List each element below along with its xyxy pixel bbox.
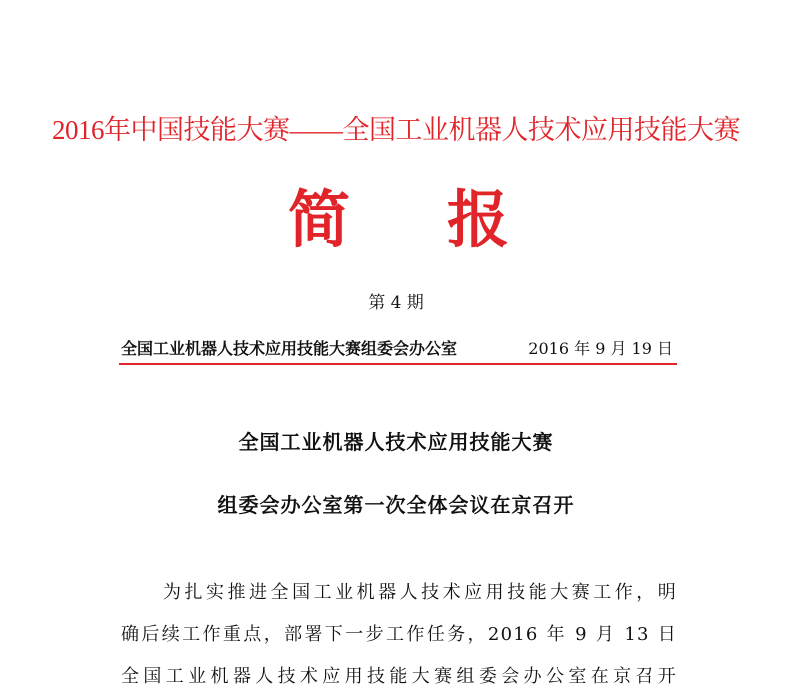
- body-line: 全国工业机器人技术应用技能大赛组委会办公室在京召开: [121, 666, 677, 687]
- article-title-line-1: 全国工业机器人技术应用技能大赛: [238, 430, 554, 454]
- body-line: 确后续工作重点，部署下一步工作任务，2016 年 9 月 13 日: [121, 624, 677, 645]
- article-title-line-2: 组委会办公室第一次全体会议在京召开: [217, 493, 575, 517]
- masthead-char-1: 简: [288, 183, 351, 256]
- masthead-char-2: 报: [447, 183, 510, 256]
- issue-date: 2016 年 9 月 19 日: [528, 339, 673, 358]
- masthead: [0, 184, 792, 264]
- red-divider: [119, 363, 677, 365]
- issue-number: 第 4 期: [368, 293, 424, 313]
- issuer-name: 全国工业机器人技术应用技能大赛组委会办公室: [121, 339, 458, 358]
- body-line: 为扎实推进全国工业机器人技术应用技能大赛工作，明: [163, 582, 677, 603]
- competition-title: 2016年中国技能大赛——全国工业机器人技术应用技能大赛: [52, 115, 740, 145]
